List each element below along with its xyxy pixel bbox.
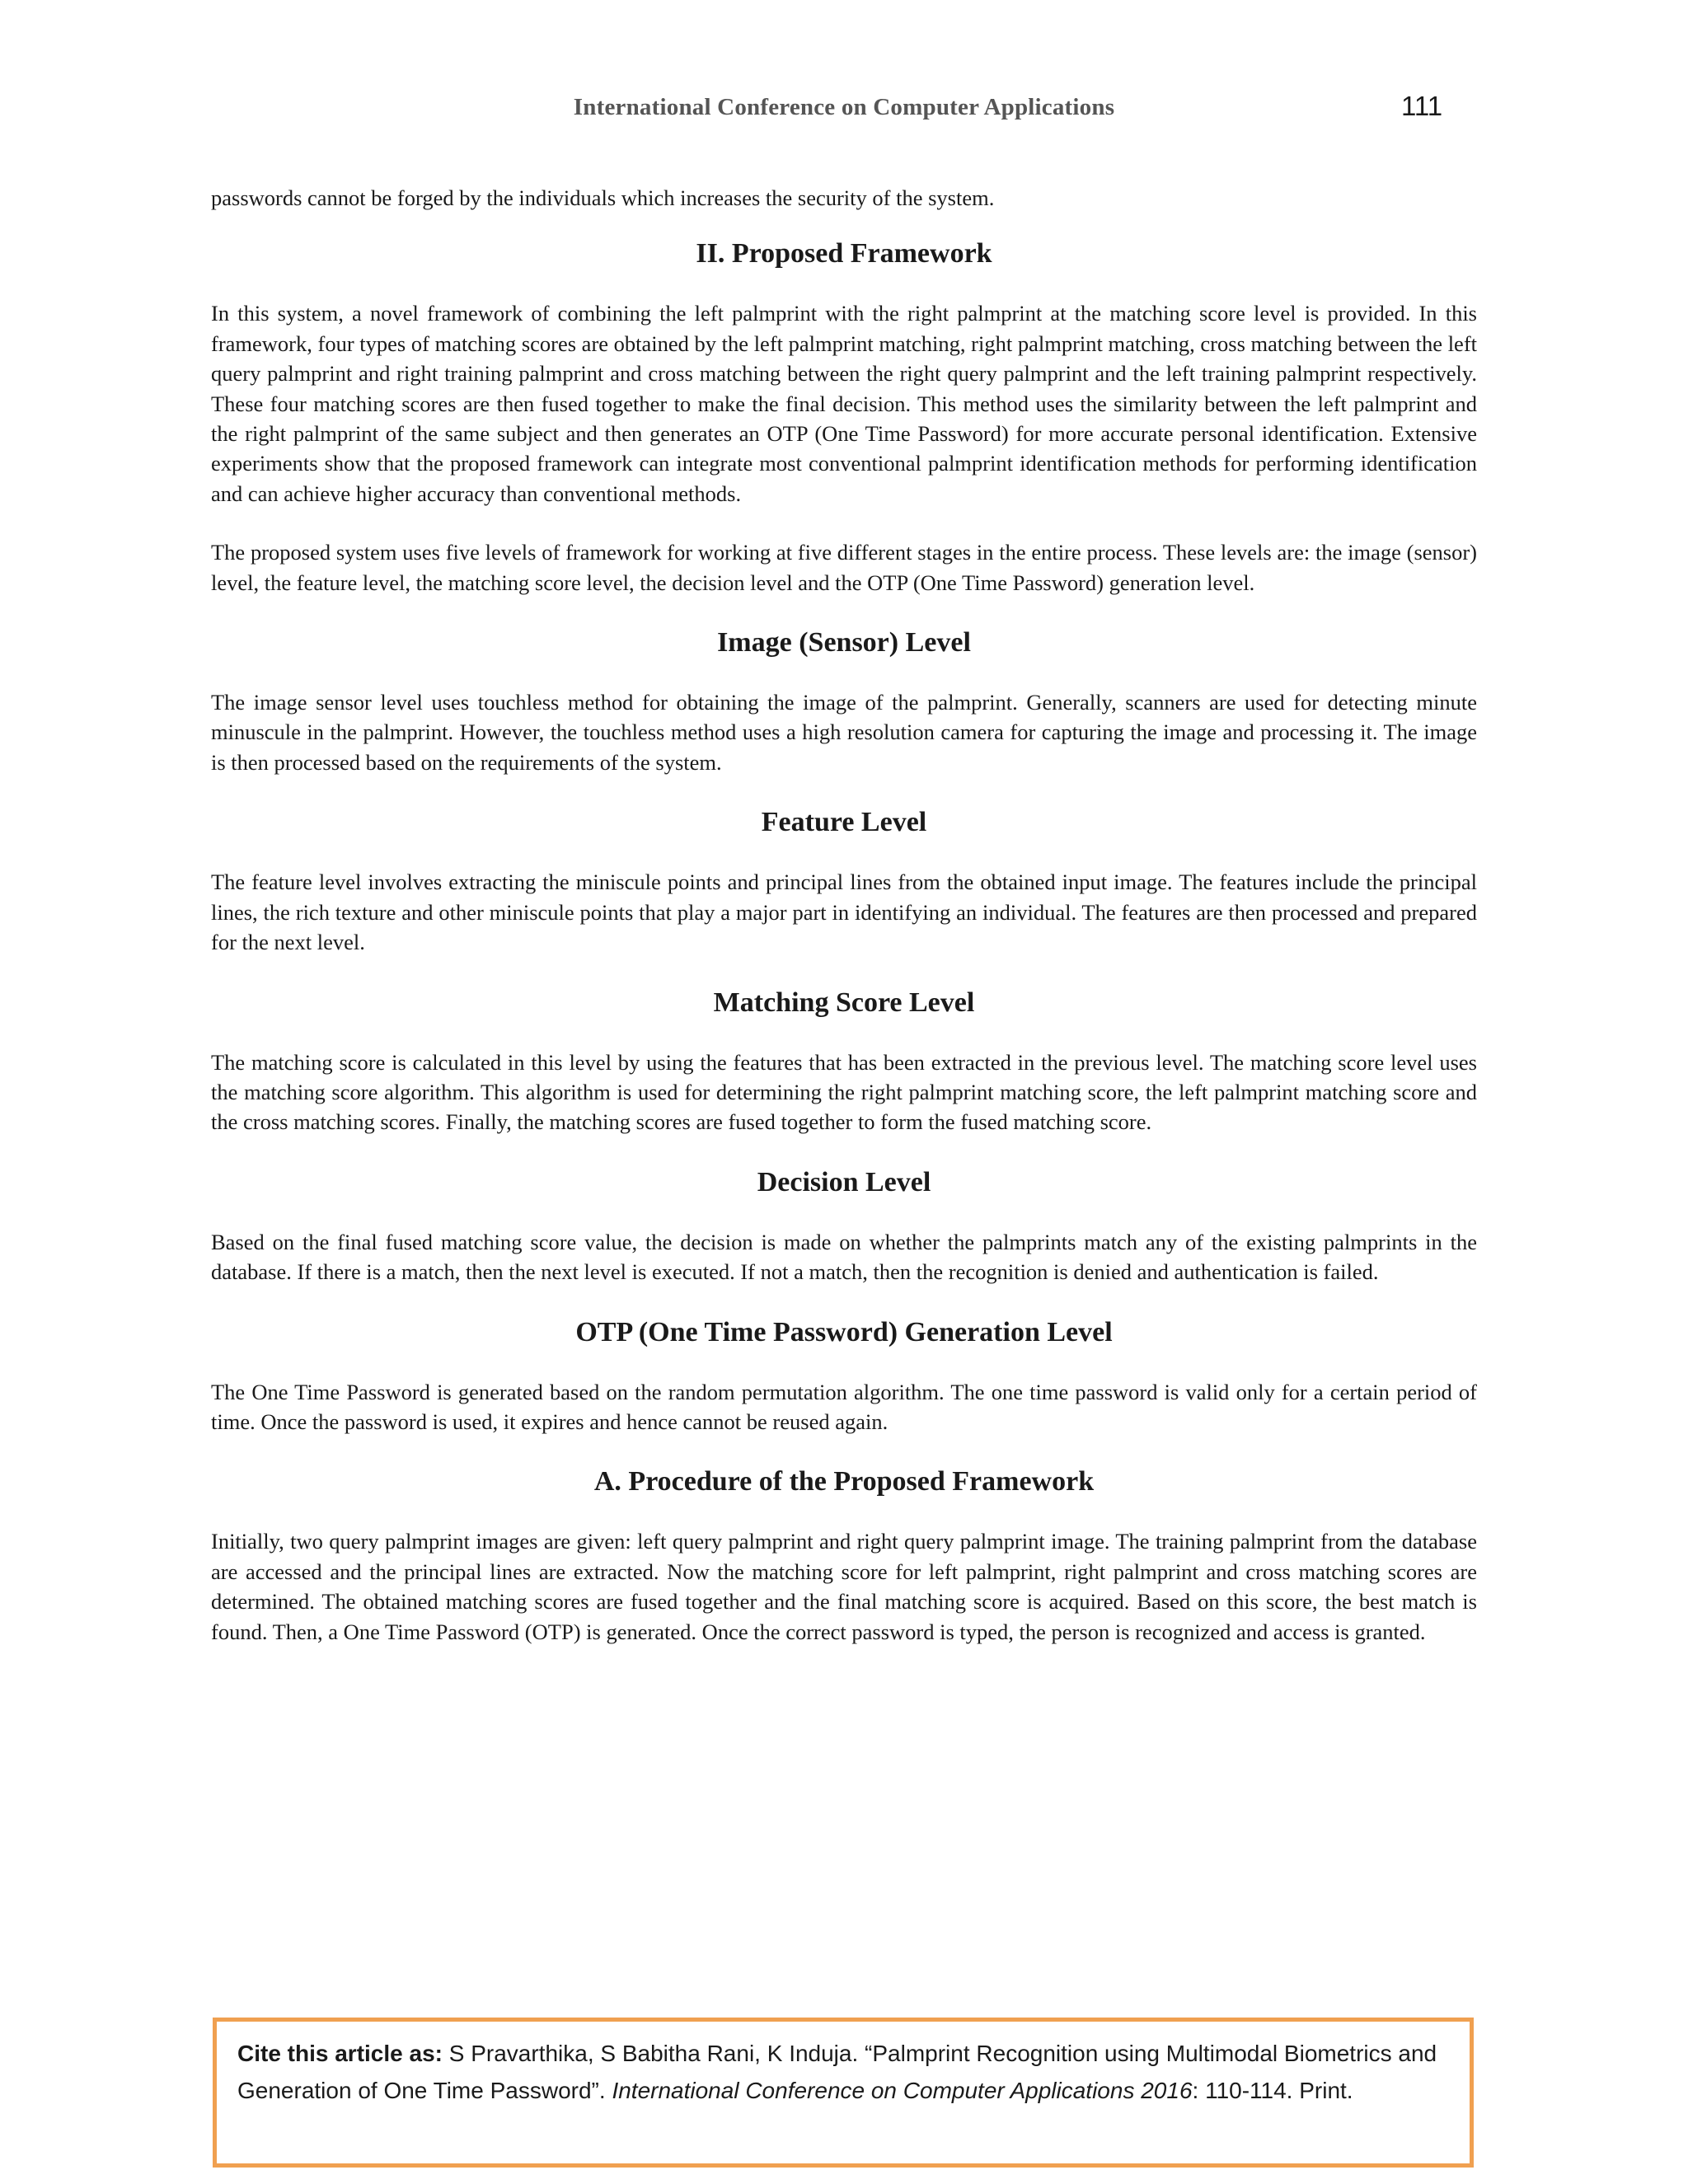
section-heading-procedure: A. Procedure of the Proposed Framework [593, 1466, 1095, 1497]
citation-label: Cite this article as: [237, 2041, 443, 2066]
paragraph-five-levels: The proposed system uses five levels of framework for working at five different stages in the entire process. These levels are: the image (sensor) level, the feature level, the matching score level, the decision level and the OTP (One Time Password) generation level. [211, 540, 1477, 595]
paragraph-feature-level: The feature level involves extracting the miniscule points and principal lines from the obtained input image. The features include the principal lines, the rich texture and other miniscule points that play a major part in identifying an individual. The features are then processed and prepared for the next level. [211, 869, 1477, 955]
paragraph-image-sensor-level: The image sensor level uses touchless method for obtaining the image of the palmprint. Generally, scanners are used for detecting minute minuscule in the palmprint. However, the touchless method uses a high resolution camera for capturing the image and processing it. The image is then processed based on the requirements of the system. [211, 690, 1477, 775]
section-heading-matching-score-level: Matching Score Level [713, 987, 975, 1018]
page-header-title: International Conference on Computer Applications [573, 94, 1115, 120]
citation-pages: : 110-114. Print. [1192, 2078, 1353, 2103]
section-heading-proposed-framework: II. Proposed Framework [696, 238, 992, 269]
section-heading-decision-level: Decision Level [757, 1166, 931, 1197]
paragraph-decision-level: Based on the final fused matching score value, the decision is made on whether the palmprints match any of the existing palmprints in the database. If there is a match, then the next level is executed. If not a match, then the recognition is denied and authentication is failed. [211, 1229, 1477, 1285]
intro-paragraph: passwords cannot be forged by the individuals which increases the security of the system. [211, 185, 995, 210]
page-number: 111 [1401, 91, 1443, 121]
paragraph-matching-score-level: The matching score is calculated in this level by using the features that has been extracted in the previous level. The matching score level uses the matching score algorithm. This algorithm is used for determining the right palmprint matching score, the left palmprint matching score and the cross matching scores. Finally, the matching scores are fused together to form the fused matching score. [211, 1049, 1477, 1135]
section-heading-image-sensor-level: Image (Sensor) Level [717, 627, 971, 658]
citation-venue: International Conference on Computer Applications 2016 [612, 2078, 1193, 2103]
section-heading-otp-generation-level: OTP (One Time Password) Generation Level [575, 1316, 1113, 1347]
paragraph-framework-overview: In this system, a novel framework of combining the left palmprint with the right palmprint at the matching score level is provided. In this framework, four types of matching scores are obtained by the left palmprint matching, right palmprint matching, cross matching between the left query palmprint and right training palmprint and cross matching between the right query palmprint and the left training palmprint respectively. These four matching scores are then fused together to make the final decision. This method uses the similarity between the left palmprint and the right palmprint of the same subject and then generates an OTP (One Time Password) for more accurate personal identification. Extensive experiments show that the proposed framework can integrate most conventional palmprint identification methods for performing identification and can achieve higher accuracy than conventional methods. [211, 301, 1477, 506]
paragraph-procedure: Initially, two query palmprint images are given: left query palmprint and right query palmprint image. The training palmprint from the database are accessed and the principal lines are extracted. Now the matching score for left palmprint, right palmprint and cross matching scores are determined. The obtained matching scores are fused together and the final matching score is acquired. Based on this score, the best match is found. Then, a One Time Password (OTP) is generated. Once the correct password is typed, the person is recognized and access is granted. [211, 1529, 1477, 1644]
article-body [211, 183, 1477, 1675]
citation-authors-title: S Pravarthika, S Babitha Rani, K Induja. “Palmprint Recognition using Multimodal Biometrics and Generation of One Time Password”. [237, 2041, 1437, 2103]
section-heading-feature-level: Feature Level [761, 807, 927, 838]
citation-box [213, 2018, 1474, 2168]
paragraph-otp-generation-level: The One Time Password is generated based on the random permutation algorithm. The one time password is valid only for a certain period of time. Once the password is used, it expires and hence cannot be reused again. [211, 1379, 1477, 1434]
